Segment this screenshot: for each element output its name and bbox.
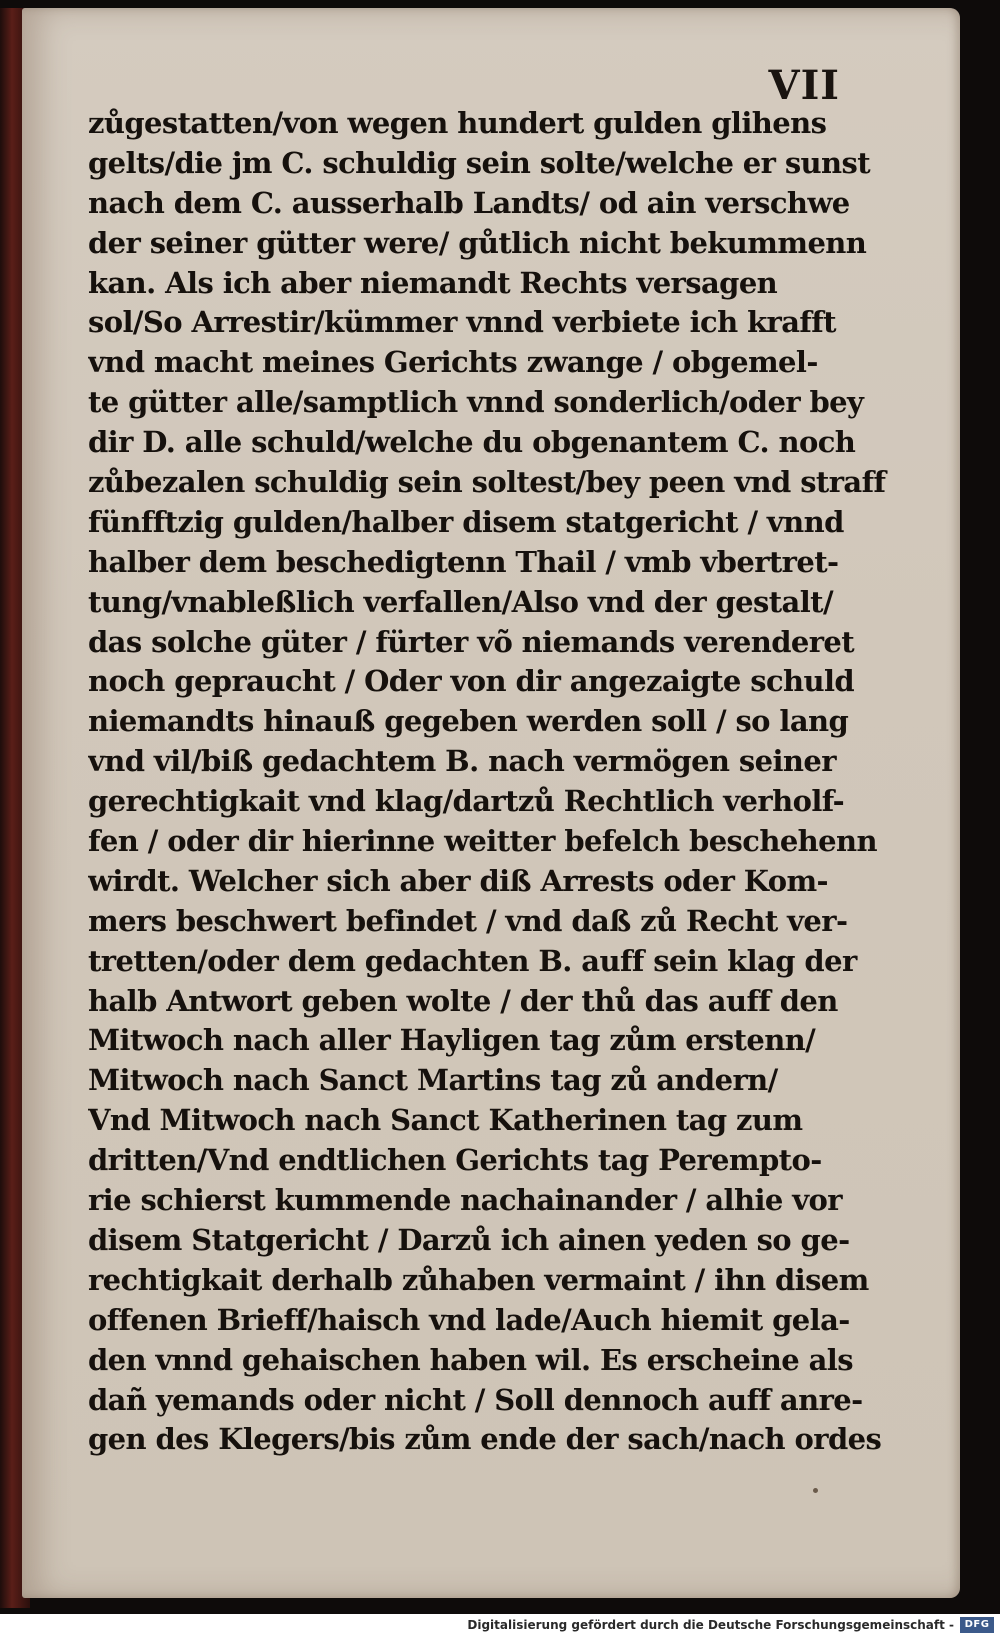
paper-stain <box>813 1488 818 1493</box>
text-line: halber dem beschedigtenn Thail / vmb vbertret- <box>88 544 839 579</box>
text-line: tung/vnableßlich verfallen/Also vnd der gestalt/ <box>88 584 833 619</box>
text-line: sol/So Arrestir/kümmer vnnd verbiete ich krafft <box>88 305 836 340</box>
text-line: vnd macht meines Gerichts zwange / obgemel- <box>88 345 818 380</box>
text-line: gen des Klegers/bis zům ende der sach/nach ordes <box>88 1422 882 1457</box>
text-line: Vnd Mitwoch nach Sanct Katherinen tag zum <box>88 1103 803 1138</box>
text-line: rie schierst kummende nachainander / alhie vor <box>88 1183 842 1218</box>
text-line: fen / oder dir hierinne weitter befelch beschehenn <box>88 824 877 859</box>
text-line: fünfftzig gulden/halber disem statgericht / vnnd <box>88 504 844 539</box>
text-line: zůbezalen schuldig sein soltest/bey peen vnd straff <box>88 465 886 500</box>
text-line: dañ yemands oder nicht / Soll dennoch auff anre- <box>88 1382 863 1417</box>
dfg-credit: Digitalisierung gefördert durch die Deutsche Forschungsgemeinschaft - <box>467 1618 954 1632</box>
text-line: der seiner gütter were/ gůtlich nicht bekummenn <box>88 225 867 260</box>
text-line: nach dem C. ausserhalb Landts/ od ain verschwe <box>88 185 850 220</box>
text-line: offenen Brieff/haisch vnd lade/Auch hiemit gela- <box>88 1302 850 1337</box>
text-line: dritten/Vnd endtlichen Gerichts tag Perempto- <box>88 1143 822 1178</box>
text-line: Mitwoch nach Sanct Martins tag zů andern/ <box>88 1063 778 1098</box>
text-line: Mitwoch nach aller Hayligen tag zům erstenn/ <box>88 1023 816 1058</box>
text-line: kan. Als ich aber niemandt Rechts versagen <box>88 265 778 300</box>
page-text-block <box>88 104 896 1460</box>
text-line: vnd vil/biß gedachtem B. nach vermögen seiner <box>88 744 836 779</box>
text-line: tretten/oder dem gedachten B. auff sein klag der <box>88 943 857 978</box>
text-line: mers beschwert befindet / vnd daß zů Recht ver- <box>88 903 848 938</box>
text-line: noch gepraucht / Oder von dir angezaigte schuld <box>88 664 855 699</box>
text-line: rechtigkait derhalb zůhaben vermaint / ihn disem <box>88 1262 869 1297</box>
text-line: gelts/die jm C. schuldig sein solte/welche er sunst <box>88 145 871 180</box>
text-line: disem Statgericht / Darzů ich ainen yeden so ge- <box>88 1222 850 1257</box>
text-line: halb Antwort geben wolte / der thů das auff den <box>88 983 838 1018</box>
text-line: wirdt. Welcher sich aber diß Arrests oder Kom- <box>88 863 828 898</box>
folio-number: VII <box>768 62 840 109</box>
text-line: das solche güter / fürter võ niemands verenderet <box>88 624 855 659</box>
footer-bar <box>0 1614 1000 1638</box>
text-line: te gütter alle/samptlich vnnd sonderlich/oder bey <box>88 385 864 420</box>
text-line: zůgestatten/von wegen hundert gulden glihens <box>88 106 827 140</box>
dfg-logo-icon: DFG <box>960 1617 994 1633</box>
text-line: gerechtigkait vnd klag/dartzů Rechtlich verholf- <box>88 784 845 819</box>
book-page <box>22 8 960 1598</box>
text-line: niemandts hinauß gegeben werden soll / so lang <box>88 704 849 739</box>
text-line: den vnnd gehaischen haben wil. Es erscheine als <box>88 1342 853 1377</box>
text-line: dir D. alle schuld/welche du obgenantem C. noch <box>88 425 856 460</box>
